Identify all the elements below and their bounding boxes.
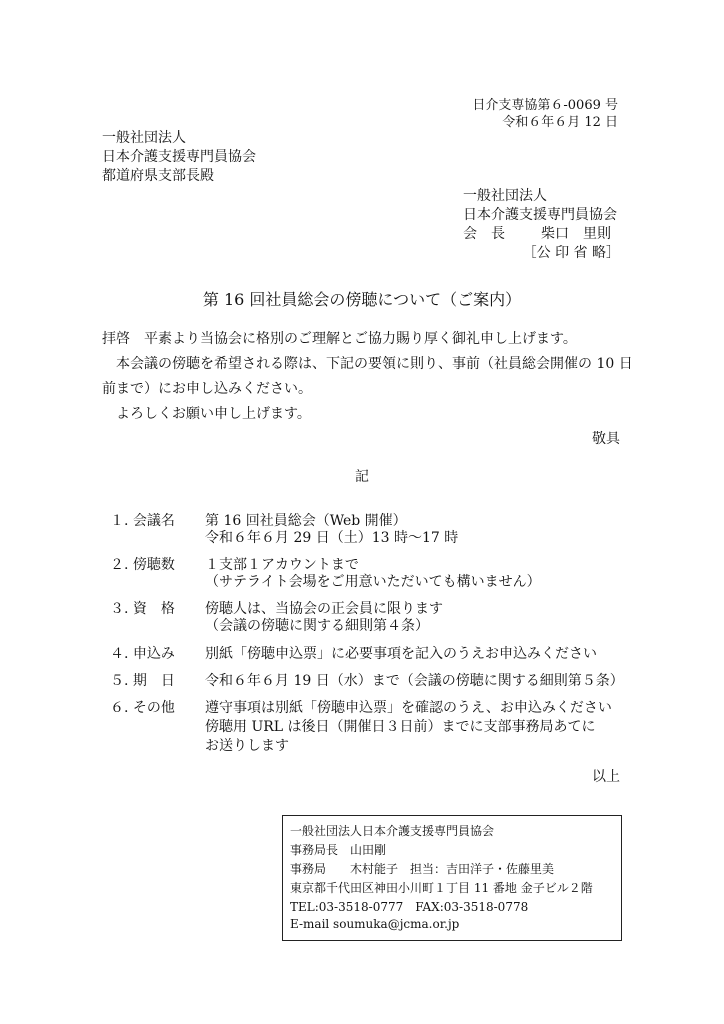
- closing-word: 敬具: [592, 431, 620, 447]
- document-title: 第 16 回社員総会の傍聴について（ご案内）: [202, 290, 522, 309]
- item-line: 令和６年６月 19 日（水）まで（会議の傍聴に関する細則第５条）: [205, 673, 624, 689]
- contact-email: E-mail soumuka@jcma.or.jp: [290, 917, 460, 931]
- recipient-line-2: 日本介護支援専門員協会: [102, 149, 256, 165]
- item-line: １支部１アカウントまで: [205, 557, 359, 573]
- item-line: 遵守事項は別紙「傍聴申込票」を確認のうえ、お申込みください: [205, 700, 612, 716]
- sender-name: 柴口 里則: [541, 226, 611, 242]
- end-mark: 以上: [592, 769, 620, 785]
- item-line: お送りします: [205, 738, 289, 754]
- item-line: 第 16 回社員総会（Web 開催）: [205, 513, 407, 529]
- item-label: ２. 傍聴数: [110, 557, 175, 573]
- document-number: 日介支専協第６-0069 号: [472, 98, 618, 113]
- request-paragraph-line-2: 前まで）にお申し込みください。: [102, 381, 312, 397]
- item-label: ４. 申込み: [110, 646, 175, 662]
- contact-box: [282, 815, 622, 941]
- contact-phone-fax: TEL:03-3518-0777 FAX:03-3518-0778: [290, 900, 529, 914]
- item-line: （サテライト会場をご用意いただいても構いません）: [205, 574, 541, 590]
- recipient-line-3: 都道府県支部長殿: [102, 168, 214, 184]
- sender-line-2: 日本介護支援専門員協会: [463, 207, 617, 223]
- contact-staff: 事務局 木村能子 担当：吉田洋子・佐藤里美: [290, 862, 555, 876]
- item-line: 別紙「傍聴申込票」に必要事項を記入のうえお申込みください: [205, 646, 597, 662]
- item-label: １. 会議名: [110, 513, 175, 529]
- closing-request: よろしくお願い申し上げます。: [116, 406, 311, 422]
- item-line: （会議の傍聴に関する細則第４条）: [205, 618, 429, 634]
- sender-line-1: 一般社団法人: [463, 188, 547, 204]
- contact-organization: 一般社団法人日本介護支援専門員協会: [290, 824, 495, 838]
- ki-heading: 記: [355, 469, 369, 485]
- greeting-paragraph: 拝啓 平素より当協会に格別のご理解とご協力賜り厚く御礼申し上げます。: [102, 331, 577, 347]
- contact-director: 事務局長 山田剛: [290, 843, 387, 857]
- recipient-line-1: 一般社団法人: [102, 130, 186, 146]
- item-line: 傍聴人は、当協会の正会員に限ります: [205, 601, 443, 617]
- contact-address: 東京都千代田区神田小川町１丁目 11 番地 金子ビル２階: [290, 881, 593, 895]
- item-line: 令和６年６月 29 日（土）13 時～17 時: [205, 530, 459, 546]
- sender-role: 会 長: [463, 226, 505, 242]
- item-label: ５. 期 日: [110, 673, 175, 689]
- request-paragraph-line-1: 本会議の傍聴を希望される際は、下記の要領に則り、事前（社員総会開催の 10 日: [116, 356, 633, 372]
- item-label: ６. その他: [110, 700, 175, 716]
- document-date: 令和６年６月 12 日: [502, 115, 618, 130]
- item-line: 傍聴用 URL は後日（開催日３日前）までに支部事務局あてに: [205, 719, 596, 735]
- item-label: ３. 資 格: [110, 601, 175, 617]
- seal-note: ［公 印 省 略］: [522, 245, 620, 261]
